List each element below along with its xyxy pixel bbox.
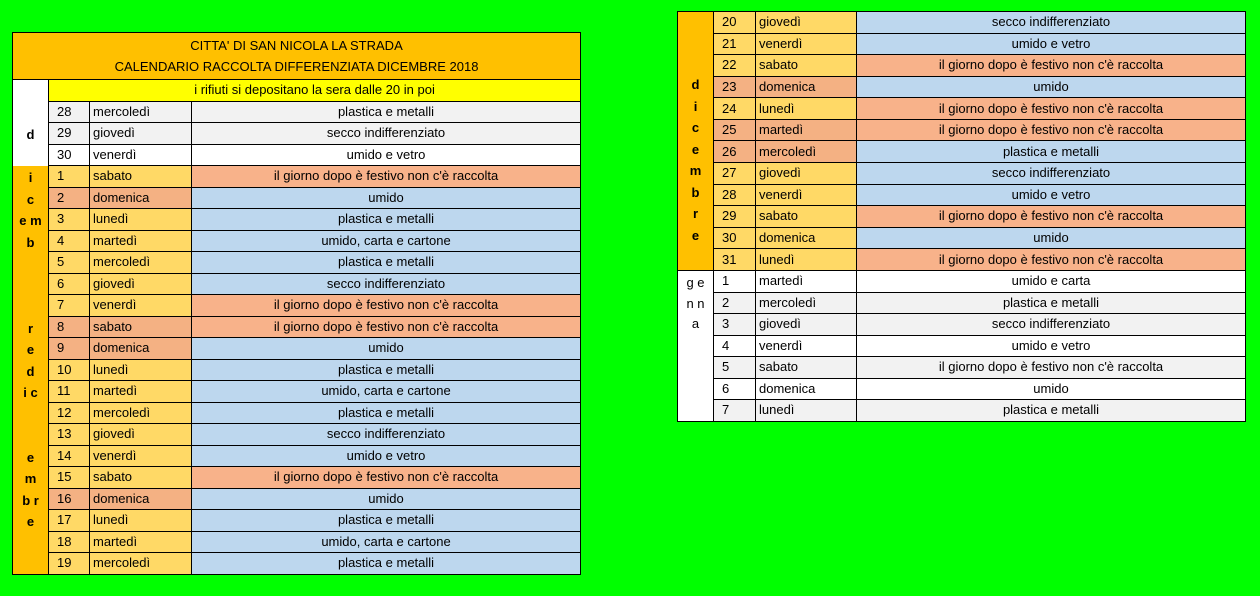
collection-type: il giorno dopo è festivo non c'è raccolta	[857, 357, 1246, 379]
day-number: 1	[49, 166, 90, 188]
calendar-row	[13, 101, 581, 123]
day-number: 21	[714, 33, 756, 55]
right-calendar-table	[677, 11, 1246, 422]
calendar-row	[678, 163, 1246, 185]
day-number: 1	[714, 271, 756, 293]
day-number: 16	[49, 488, 90, 510]
side-white-block	[13, 80, 48, 166]
day-number: 2	[49, 187, 90, 209]
day-number: 4	[714, 335, 756, 357]
day-number: 30	[714, 227, 756, 249]
collection-type: umido	[857, 76, 1246, 98]
side-month-letter: e	[26, 514, 35, 529]
side-month-letter: a	[691, 316, 700, 331]
day-number: 4	[49, 230, 90, 252]
weekday: venerdì	[90, 445, 192, 467]
day-number: 5	[49, 252, 90, 274]
weekday: giovedì	[756, 12, 857, 34]
collection-type: umido, carta e cartone	[192, 531, 581, 553]
weekday: martedì	[90, 230, 192, 252]
collection-type: secco indifferenziato	[857, 163, 1246, 185]
weekday: lunedì	[90, 209, 192, 231]
calendar-row	[678, 184, 1246, 206]
calendar-row	[678, 378, 1246, 400]
weekday: lunedì	[90, 359, 192, 381]
weekday: sabato	[90, 166, 192, 188]
title-line-2: CALENDARIO RACCOLTA DIFFERENZIATA DICEMBRE 2018	[114, 59, 479, 74]
weekday: martedì	[90, 531, 192, 553]
collection-type: umido	[192, 187, 581, 209]
collection-type: umido e vetro	[192, 445, 581, 467]
day-number: 12	[49, 402, 90, 424]
day-number: 28	[714, 184, 756, 206]
day-number: 10	[49, 359, 90, 381]
day-number: 6	[714, 378, 756, 400]
calendar-row	[678, 292, 1246, 314]
weekday: giovedì	[756, 163, 857, 185]
day-number: 5	[714, 357, 756, 379]
side-month-letter: i c	[23, 385, 38, 400]
calendar-row	[13, 510, 581, 532]
day-number: 9	[49, 338, 90, 360]
collection-type: secco indifferenziato	[192, 273, 581, 295]
calendar-row	[13, 295, 581, 317]
calendar-row	[678, 227, 1246, 249]
side-month-letter: r	[692, 206, 699, 221]
day-number: 25	[714, 119, 756, 141]
weekday: domenica	[90, 488, 192, 510]
day-number: 7	[49, 295, 90, 317]
collection-type: il giorno dopo è festivo non c'è raccolta	[192, 166, 581, 188]
weekday: martedì	[756, 271, 857, 293]
weekday: domenica	[90, 338, 192, 360]
weekday: venerdì	[756, 184, 857, 206]
day-number: 22	[714, 55, 756, 77]
collection-type: umido	[857, 378, 1246, 400]
calendar-row	[678, 271, 1246, 293]
weekday: mercoledì	[756, 292, 857, 314]
calendar-row	[13, 123, 581, 145]
calendar-row	[678, 335, 1246, 357]
calendar-row	[13, 359, 581, 381]
collection-type: plastica e metalli	[192, 510, 581, 532]
side-month-letter: r	[27, 320, 34, 336]
calendar-row	[13, 187, 581, 209]
weekday: venerdì	[90, 144, 192, 166]
day-number: 17	[49, 510, 90, 532]
december-side-label	[678, 12, 714, 271]
day-number: 29	[49, 123, 90, 145]
weekday: giovedì	[90, 424, 192, 446]
calendar-row	[678, 33, 1246, 55]
weekday: sabato	[90, 467, 192, 489]
calendar-row	[678, 357, 1246, 379]
weekday: giovedì	[756, 314, 857, 336]
day-number: 15	[49, 467, 90, 489]
weekday: mercoledì	[756, 141, 857, 163]
side-month-letter: m	[689, 163, 702, 178]
day-number: 8	[49, 316, 90, 338]
weekday: martedì	[90, 381, 192, 403]
weekday: mercoledì	[90, 252, 192, 274]
side-month-letter: m	[24, 471, 37, 486]
collection-type: il giorno dopo è festivo non c'è raccolta	[857, 249, 1246, 271]
side-month-letter: b	[26, 234, 35, 250]
calendar-row	[678, 76, 1246, 98]
collection-type: secco indifferenziato	[857, 12, 1246, 34]
day-number: 11	[49, 381, 90, 403]
calendar-row	[13, 338, 581, 360]
day-number: 3	[49, 209, 90, 231]
collection-type: umido, carta e cartone	[192, 230, 581, 252]
day-number: 3	[714, 314, 756, 336]
weekday: sabato	[756, 206, 857, 228]
day-number: 26	[714, 141, 756, 163]
collection-type: plastica e metalli	[192, 359, 581, 381]
day-number: 18	[49, 531, 90, 553]
weekday: mercoledì	[90, 101, 192, 123]
calendar-row	[678, 98, 1246, 120]
weekday: domenica	[756, 76, 857, 98]
calendar-row	[13, 531, 581, 553]
left-calendar-table	[12, 32, 581, 575]
collection-type: plastica e metalli	[192, 402, 581, 424]
day-number: 19	[49, 553, 90, 575]
collection-type: il giorno dopo è festivo non c'è raccolta	[857, 55, 1246, 77]
calendar-row	[13, 209, 581, 231]
weekday: lunedì	[756, 249, 857, 271]
calendar-row	[678, 55, 1246, 77]
calendar-row	[678, 12, 1246, 34]
collection-type: plastica e metalli	[192, 252, 581, 274]
day-number: 23	[714, 76, 756, 98]
collection-type: umido e vetro	[857, 335, 1246, 357]
weekday: domenica	[90, 187, 192, 209]
calendar-row	[13, 166, 581, 188]
title-line-1: CITTA' DI SAN NICOLA LA STRADA	[190, 38, 403, 53]
collection-type: plastica e metalli	[857, 400, 1246, 422]
calendar-row	[13, 424, 581, 446]
collection-type: umido	[857, 227, 1246, 249]
side-month-letter: e	[26, 342, 35, 357]
weekday: sabato	[756, 55, 857, 77]
calendar-row	[13, 252, 581, 274]
weekday: venerdì	[90, 295, 192, 317]
calendar-row	[13, 402, 581, 424]
day-number: 20	[714, 12, 756, 34]
weekday: lunedì	[756, 98, 857, 120]
weekday: venerdì	[756, 33, 857, 55]
calendar-row	[678, 314, 1246, 336]
weekday: sabato	[756, 357, 857, 379]
weekday: giovedì	[90, 273, 192, 295]
weekday: lunedì	[756, 400, 857, 422]
day-number: 27	[714, 163, 756, 185]
calendar-row	[678, 206, 1246, 228]
day-number: 24	[714, 98, 756, 120]
weekday: martedì	[756, 119, 857, 141]
day-number: 31	[714, 249, 756, 271]
day-number: 29	[714, 206, 756, 228]
collection-type: umido e vetro	[857, 184, 1246, 206]
side-month-letter: e	[26, 449, 35, 465]
side-month-letter: d	[26, 127, 35, 142]
side-month-letter: e	[691, 141, 700, 157]
side-month-letter: g e	[686, 275, 705, 290]
calendar-row	[13, 488, 581, 510]
calendar-row	[13, 316, 581, 338]
side-month-letter: i	[693, 98, 698, 114]
day-number: 30	[49, 144, 90, 166]
side-month-letter: d	[26, 363, 35, 379]
weekday: giovedì	[90, 123, 192, 145]
collection-type: umido e vetro	[192, 144, 581, 166]
collection-type: il giorno dopo è festivo non c'è raccolta	[857, 206, 1246, 228]
side-month-letter: e m	[19, 213, 42, 228]
collection-type: umido, carta e cartone	[192, 381, 581, 403]
collection-type: umido e carta	[857, 271, 1246, 293]
side-month-letter: b	[691, 184, 700, 200]
weekday: domenica	[756, 227, 857, 249]
weekday: mercoledì	[90, 402, 192, 424]
weekday: sabato	[90, 316, 192, 338]
collection-type: il giorno dopo è festivo non c'è raccolta	[857, 119, 1246, 141]
day-number: 28	[49, 101, 90, 123]
side-month-letter: b r	[22, 492, 39, 508]
day-number: 13	[49, 424, 90, 446]
weekday: domenica	[756, 378, 857, 400]
collection-type: plastica e metalli	[857, 292, 1246, 314]
side-month-letter: e	[691, 227, 700, 243]
collection-type: umido	[192, 338, 581, 360]
calendar-row	[13, 553, 581, 575]
calendar-row	[678, 400, 1246, 422]
collection-type: il giorno dopo è festivo non c'è raccolta	[192, 295, 581, 317]
calendar-title	[13, 33, 581, 80]
collection-type: umido	[192, 488, 581, 510]
january-side-label	[678, 271, 714, 422]
collection-type: plastica e metalli	[192, 101, 581, 123]
weekday: mercoledì	[90, 553, 192, 575]
collection-type: secco indifferenziato	[192, 123, 581, 145]
collection-type: plastica e metalli	[857, 141, 1246, 163]
side-month-letter: d	[691, 77, 700, 92]
side-month-letter: n n	[686, 295, 705, 311]
calendar-row	[13, 381, 581, 403]
collection-type: il giorno dopo è festivo non c'è raccolta	[857, 98, 1246, 120]
collection-type: plastica e metalli	[192, 209, 581, 231]
collection-type: plastica e metalli	[192, 553, 581, 575]
calendar-row	[678, 141, 1246, 163]
day-number: 6	[49, 273, 90, 295]
day-number: 2	[714, 292, 756, 314]
side-month-letter: c	[26, 191, 35, 207]
calendar-row	[13, 273, 581, 295]
side-month-letter: i	[28, 170, 33, 185]
calendar-row	[13, 230, 581, 252]
weekday: venerdì	[756, 335, 857, 357]
calendar-row	[13, 467, 581, 489]
calendar-row	[678, 119, 1246, 141]
deposit-notice: i rifiuti si depositano la sera dalle 20 in poi	[49, 80, 581, 102]
weekday: lunedì	[90, 510, 192, 532]
calendar-row	[13, 445, 581, 467]
collection-type: umido e vetro	[857, 33, 1246, 55]
side-month-letter: c	[691, 120, 700, 135]
collection-type: il giorno dopo è festivo non c'è raccolta	[192, 467, 581, 489]
calendar-row	[13, 144, 581, 166]
collection-type: secco indifferenziato	[192, 424, 581, 446]
calendar-row	[678, 249, 1246, 271]
month-side-label	[13, 80, 49, 575]
collection-type: secco indifferenziato	[857, 314, 1246, 336]
day-number: 14	[49, 445, 90, 467]
day-number: 7	[714, 400, 756, 422]
collection-type: il giorno dopo è festivo non c'è raccolta	[192, 316, 581, 338]
